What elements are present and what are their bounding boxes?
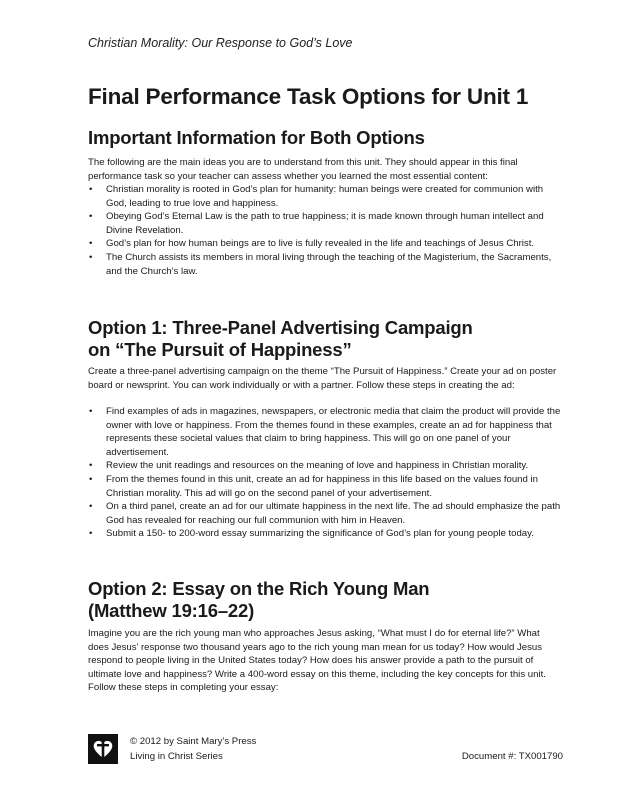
copyright-notice: © 2012 by Saint Mary’s Press [130, 736, 257, 747]
section-heading-option-1 [88, 317, 473, 361]
page-title: Final Performance Task Options for Unit 1 [88, 84, 529, 109]
option-1-heading-line-1: Option 1: Three-Panel Advertising Campaign [88, 317, 473, 338]
list-item: • Find examples of ads in magazines, newspapers, or electronic media that claim the product will provide the owner with love or happiness. From the themes found in these examples, create an ad for happiness that represents these societal values that claim to bring happiness. This will go on one panel of your advertisement. [88, 405, 563, 459]
important-info-list [88, 183, 563, 278]
saint-marys-press-logo-icon [88, 734, 118, 764]
list-item: • Obeying God’s Eternal Law is the path to true happiness; it is made known through human intellect and Divine Revelation. [88, 210, 563, 237]
option-1-steps-list [88, 405, 563, 541]
option-1-intro: Create a three-panel advertising campaign on the theme “The Pursuit of Happiness.” Create your ad on poster board or newsprint. You can work individually or with a partner. Follow these steps in creating the ad: [88, 366, 557, 391]
option-2-intro: Imagine you are the rich young man who approaches Jesus asking, “What must I do for eternal life?” What does Jesus’ response two thousand years ago to the rich young man mean for us today? How would Jesus respond to people living in the United States today? How does his answer provide a path to the pursuit of ultimate love and happiness? Write a 400-word essay on this theme, including the key concepts for this unit. Follow these steps in completing your essay: [88, 628, 546, 694]
series-name: Living in Christ Series [130, 751, 223, 762]
option-1-heading-line-2: on “The Pursuit of Happiness” [88, 339, 352, 360]
list-item: • Review the unit readings and resources on the meaning of love and happiness in Christian morality. [88, 459, 563, 473]
list-item: • Submit a 150- to 200-word essay summarizing the significance of God’s plan for young people today. [88, 527, 563, 541]
list-item: • From the themes found in this unit, create an ad for happiness in this life based on the values found in Christian morality. This ad will go on the second panel of your advertisement. [88, 473, 563, 500]
list-item: • The Church assists its members in moral living through the teaching of the Magisterium, the Sacraments, and the Church’s law. [88, 251, 563, 278]
page-footer [88, 734, 563, 766]
option-2-heading-line-2: (Matthew 19:16–22) [88, 600, 255, 621]
option-2-heading-line-1: Option 2: Essay on the Rich Young Man [88, 578, 430, 599]
list-item: • God’s plan for how human beings are to live is fully revealed in the life and teachings of Jesus Christ. [88, 237, 563, 251]
section-heading-important-info: Important Information for Both Options [88, 127, 425, 148]
list-item: • On a third panel, create an ad for our ultimate happiness in the next life. The ad should emphasize the path God has revealed for reaching our full communion with him in Heaven. [88, 500, 563, 527]
list-item: • Christian morality is rooted in God’s plan for humanity: human beings were created for communion with God, leading to true love and happiness. [88, 183, 563, 210]
section-heading-option-2 [88, 578, 429, 622]
running-header: Christian Morality: Our Response to God’s Love [88, 36, 353, 50]
document-number: Document #: TX001790 [461, 751, 563, 762]
important-info-intro: The following are the main ideas you are to understand from this unit. They should appear in this final performance task so your teacher can assess whether you learned the most essential content: [88, 157, 518, 182]
